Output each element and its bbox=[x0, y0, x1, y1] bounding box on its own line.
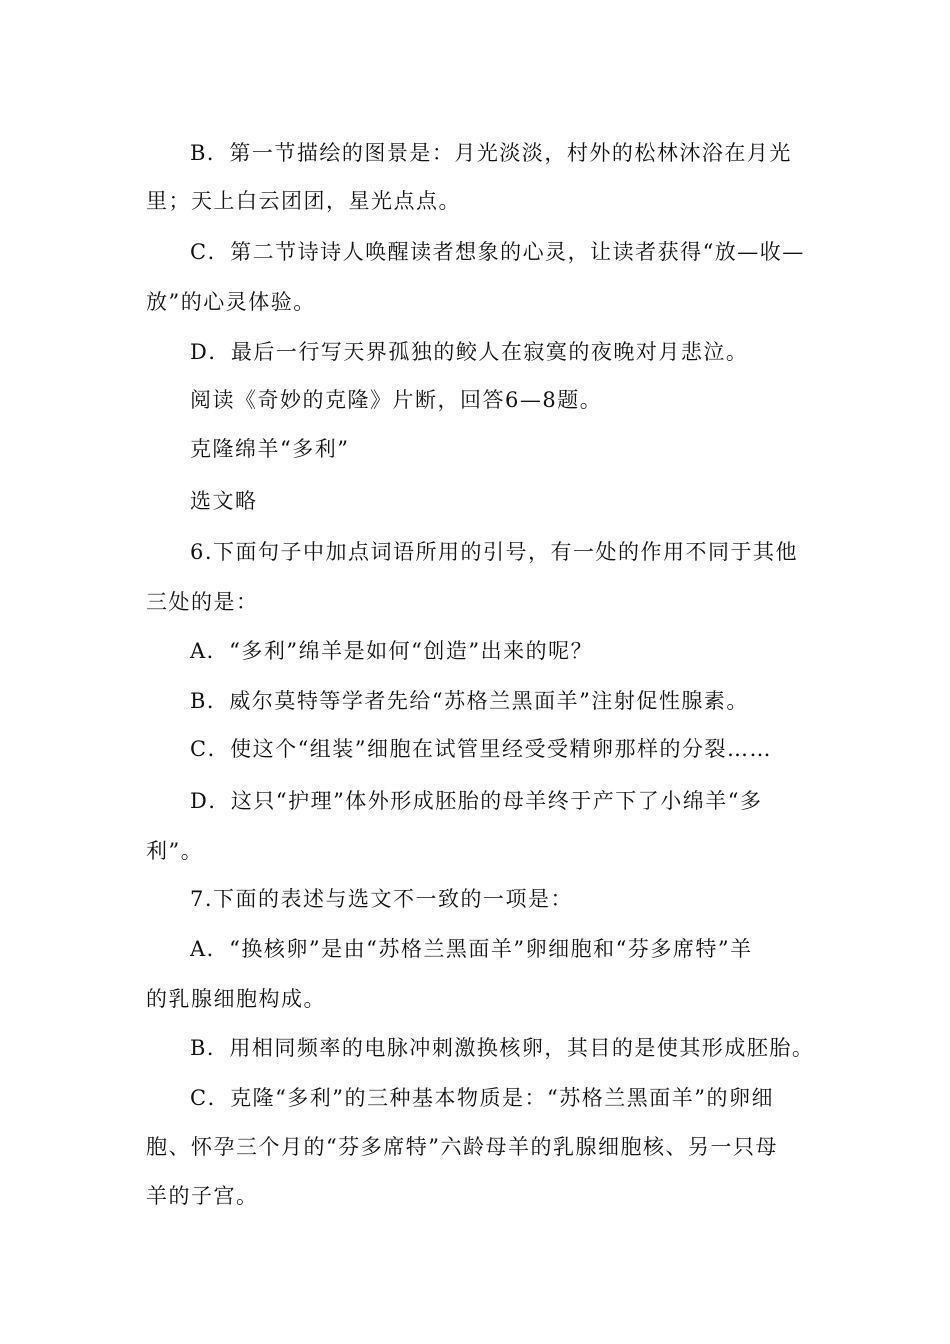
question-7-option-c-line-3: 羊的子宫。 bbox=[146, 1184, 259, 1208]
question-7-stem: 7.下面的表述与选文不一致的一项是： bbox=[190, 887, 574, 911]
passage-title: 克隆绵羊“多利” bbox=[190, 437, 350, 461]
option-c-poem-line-2: 放”的心灵体验。 bbox=[146, 290, 316, 314]
option-b-poem-line-2: 里；天上白云团团，星光点点。 bbox=[146, 189, 461, 213]
option-d-poem: D．最后一行写天界孤独的鲛人在寂寞的夜晚对月悲泣。 bbox=[190, 340, 749, 364]
question-7-option-a-line-1: A．“换核卵”是由“苏格兰黑面羊”卵细胞和“芬多席特”羊 bbox=[190, 937, 753, 961]
question-6-stem-line-1: 6.下面句子中加点词语所用的引号，有一处的作用不同于其他 bbox=[190, 540, 799, 564]
question-7-option-c-line-2: 胞、怀孕三个月的“芬多席特”六龄母羊的乳腺细胞核、另一只母 bbox=[146, 1135, 778, 1159]
reading-instruction: 阅读《奇妙的克隆》片断，回答6—8题。 bbox=[190, 388, 603, 412]
option-b-poem-line-1: B．第一节描绘的图景是：月光淡淡，村外的松林沐浴在月光 bbox=[190, 141, 792, 165]
question-6-option-d-line-1: D．这只“护理”体外形成胚胎的母羊终于产下了小绵羊“多 bbox=[190, 789, 763, 813]
question-6-stem-line-2: 三处的是： bbox=[146, 590, 259, 614]
question-6-option-b: B．威尔莫特等学者先给“苏格兰黑面羊”注射促性腺素。 bbox=[190, 689, 749, 713]
passage-omitted-note: 选文略 bbox=[190, 489, 258, 513]
question-6-option-a: A．“多利”绵羊是如何“创造”出来的呢？ bbox=[190, 639, 594, 663]
question-7-option-c-line-1: C．克隆“多利”的三种基本物质是：“苏格兰黑面羊”的卵细 bbox=[190, 1086, 775, 1110]
question-6-option-c: C．使这个“组装”细胞在试管里经受受精卵那样的分裂…… bbox=[190, 737, 773, 761]
question-6-option-d-line-2: 利”。 bbox=[146, 839, 204, 863]
option-c-poem-line-1: C．第二节诗诗人唤醒读者想象的心灵，让读者获得“放—收— bbox=[190, 240, 805, 264]
question-7-option-a-line-2: 的乳腺细胞构成。 bbox=[146, 987, 326, 1011]
question-7-option-b: B．用相同频率的电脉冲刺激换核卵，其目的是使其形成胚胎。 bbox=[190, 1036, 815, 1060]
